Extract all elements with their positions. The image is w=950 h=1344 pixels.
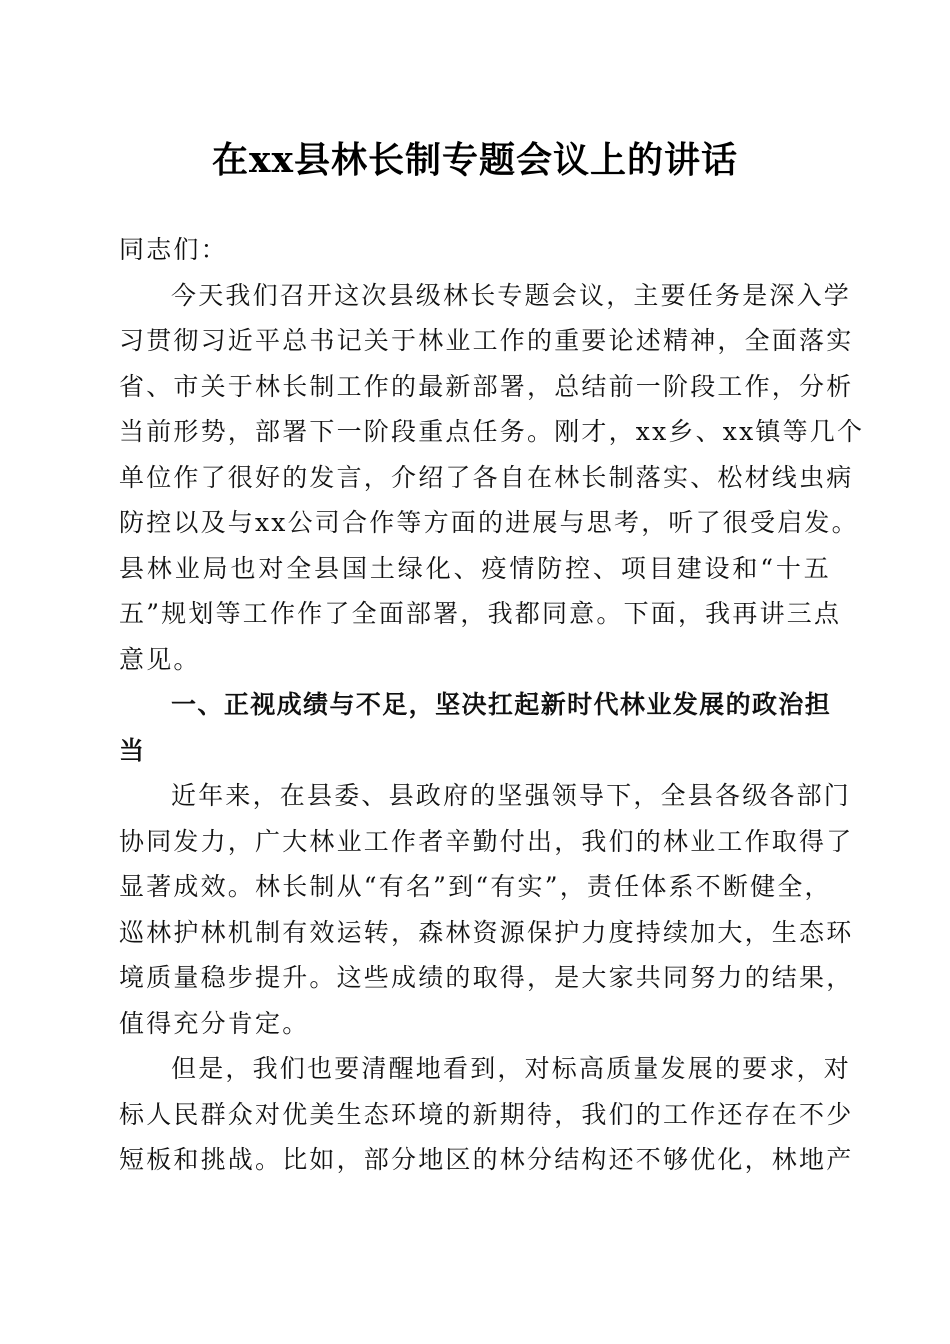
paragraph-1-line: 防控以及与xx公司合作等方面的进展与思考，听了很受启发。 (119, 508, 859, 537)
paragraph-2-line: 显著成效。林长制从“有名”到“有实”，责任体系不断健全， (119, 872, 832, 901)
paragraph-1-line: 今天我们召开这次县级林长专题会议，主要任务是深入学 (171, 280, 852, 310)
paragraph-1-line: 意见。 (119, 644, 201, 674)
document-body (119, 227, 865, 1183)
paragraph-1-line: 习贯彻习近平总书记关于林业工作的重要论述精神，全面落实 (119, 326, 854, 355)
section-heading-1: 一、正视成绩与不足，坚决扛起新时代林业发展的政治担 (171, 690, 831, 719)
paragraph-3-line: 但是，我们也要清醒地看到，对标高质量发展的要求，对 (171, 1054, 852, 1083)
section-heading-1: 当 (119, 735, 146, 765)
paragraph-1-line: 省、市关于林长制工作的最新部署，总结前一阶段工作，分析 (119, 371, 854, 401)
salutation: 同志们： (119, 235, 228, 264)
paragraph-2-line: 值得充分肯定。 (119, 1008, 310, 1038)
document-title: 在xx县林长制专题会议上的讲话 (212, 139, 738, 181)
paragraph-2-line: 近年来，在县委、县政府的坚强领导下，全县各级各部门 (171, 781, 852, 810)
paragraph-2-line: 境质量稳步提升。这些成绩的取得，是大家共同努力的结果， (119, 963, 854, 992)
paragraph-3-line: 标人民群众对优美生态环境的新期待，我们的工作还存在不少 (119, 1099, 854, 1129)
paragraph-1-line: 单位作了很好的发言，介绍了各自在林长制落实、松材线虫病 (119, 462, 854, 492)
paragraph-3-line: 短板和挑战。比如，部分地区的林分结构还不够优化，林地产 (119, 1145, 854, 1174)
paragraph-1-line: 当前形势，部署下一阶段重点任务。刚才，xx乡、xx镇等几个 (119, 417, 865, 446)
paragraph-2-line: 巡林护林机制有效运转，森林资源保护力度持续加大，生态环 (119, 917, 854, 947)
paragraph-1-line: 五”规划等工作作了全面部署，我都同意。下面，我再讲三点 (119, 599, 842, 628)
paragraph-1-line: 县林业局也对全县国土绿化、疫情防控、项目建设和“十五 (119, 553, 831, 583)
paragraph-2-line: 协同发力，广大林业工作者辛勤付出，我们的林业工作取得了 (119, 826, 854, 856)
